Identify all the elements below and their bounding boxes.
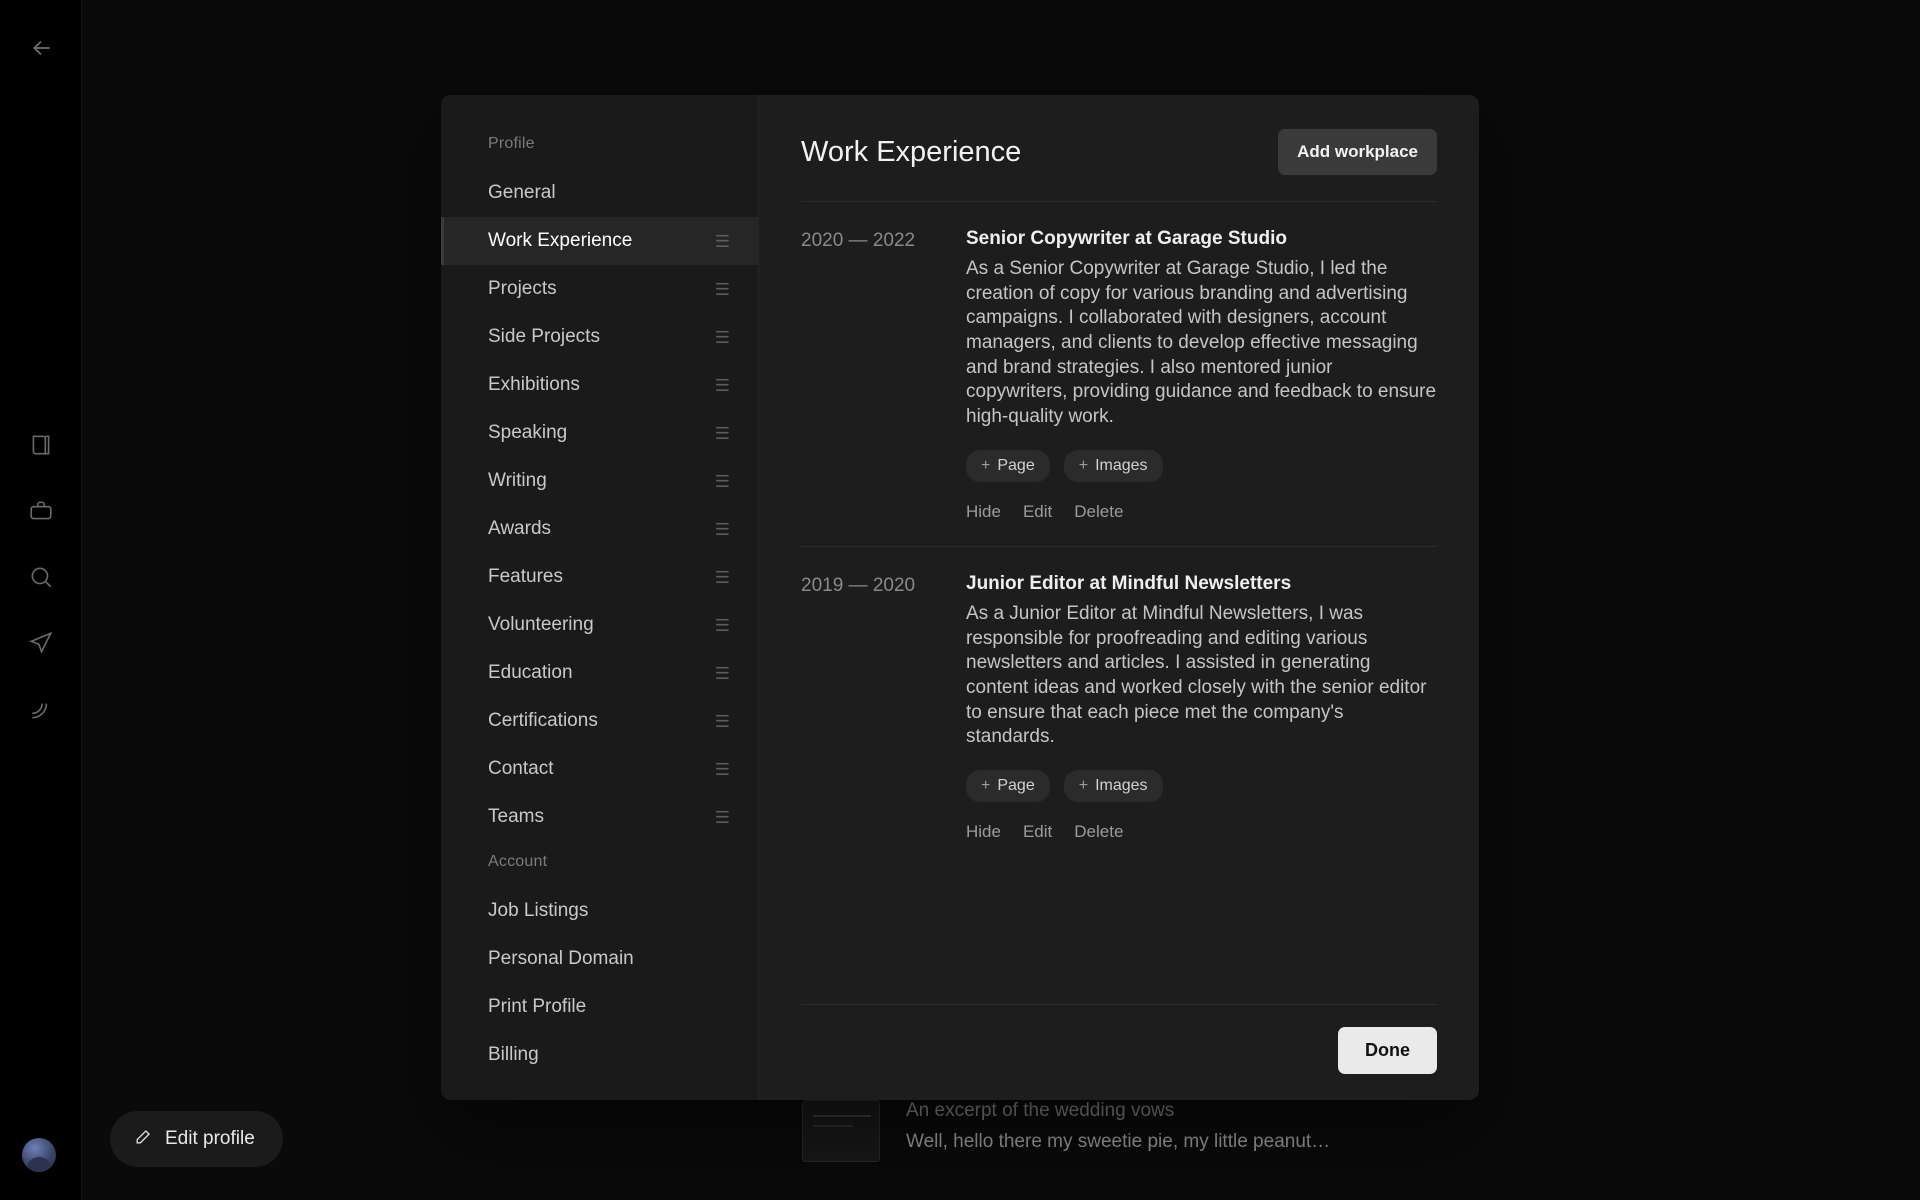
edit-profile-label: Edit profile	[165, 1128, 255, 1149]
job-actions	[966, 502, 1437, 522]
sidebar-item-label: Teams	[488, 806, 544, 827]
sidebar-item-certifications[interactable]	[441, 697, 758, 745]
sidebar-group-label-account: Account	[488, 853, 548, 870]
job-description: As a Junior Editor at Mindful Newsletters, I was responsible for proofreading and editing various newsletters and articles. I assisted in generating content ideas and worked closely with the senior editor to ensure that each piece met the company's standards.	[966, 602, 1427, 748]
modal-sidebar	[441, 95, 759, 1100]
sidebar-item-label: Job Listings	[488, 900, 589, 921]
chip-label: Page	[997, 456, 1035, 474]
drag-handle-icon[interactable]: ☰	[714, 615, 730, 635]
sidebar-item-label: Side Projects	[488, 326, 600, 347]
drag-handle-icon[interactable]: ☰	[714, 759, 730, 779]
post-excerpt: Well, hello there my sweetie pie, my little peanut…	[906, 1131, 1331, 1152]
drag-handle-icon[interactable]: ☰	[714, 231, 730, 251]
book-icon[interactable]	[26, 430, 56, 460]
chip-label: Page	[997, 776, 1035, 794]
sidebar-item-speaking[interactable]	[441, 409, 758, 457]
add-workplace-button[interactable]: Add workplace	[1278, 129, 1437, 175]
chip-label: Images	[1095, 776, 1148, 794]
drag-handle-icon[interactable]: ☰	[714, 375, 730, 395]
sidebar-item-label: Contact	[488, 758, 554, 779]
sidebar-item-label: Writing	[488, 470, 547, 491]
attachment-chips	[966, 450, 1437, 482]
drag-handle-icon[interactable]: ☰	[714, 471, 730, 491]
work-experience-item	[801, 546, 1437, 866]
plus-icon: +	[1078, 776, 1089, 794]
work-experience-list	[801, 202, 1437, 1004]
hide-button[interactable]: Hide	[966, 501, 1001, 521]
send-icon[interactable]	[26, 628, 56, 658]
attachment-chips	[966, 770, 1437, 802]
left-rail	[0, 0, 82, 1200]
sidebar-item-volunteering[interactable]	[441, 601, 758, 649]
sidebar-item-teams[interactable]	[441, 793, 758, 841]
page-title: Work Experience	[801, 135, 1022, 168]
plus-icon: +	[1078, 456, 1089, 474]
job-dates: 2020 — 2022	[801, 230, 916, 251]
job-description: As a Senior Copywriter at Garage Studio, I led the creation of copy for various branding and advertising campaigns. I collaborated with designers, account managers, and clients to develop effective messaging and brand strategies. I also mentored junior copywriters, providing guidance and feedback to ensure high-quality work.	[966, 258, 1437, 428]
sidebar-item-label: Exhibitions	[488, 374, 580, 395]
drag-handle-icon[interactable]: ☰	[714, 567, 730, 587]
sidebar-item-label: Awards	[488, 518, 552, 539]
edit-button[interactable]: Edit	[1022, 821, 1053, 841]
sidebar-group-label-profile: Profile	[488, 135, 535, 152]
panel-header	[801, 129, 1437, 202]
sidebar-item-side-projects[interactable]	[441, 313, 758, 361]
drag-handle-icon[interactable]: ☰	[714, 519, 730, 539]
drag-handle-icon[interactable]: ☰	[714, 807, 730, 827]
sidebar-item-label: Volunteering	[488, 614, 594, 635]
done-button[interactable]: Done	[1338, 1027, 1437, 1074]
drag-handle-icon[interactable]: ☰	[714, 663, 730, 683]
sidebar-item-label: General	[488, 182, 556, 203]
background-post-card	[802, 1100, 1502, 1162]
pencil-icon	[134, 1127, 153, 1152]
edit-profile-button[interactable]	[110, 1111, 283, 1167]
sidebar-item-contact[interactable]	[441, 745, 758, 793]
add-page-chip[interactable]	[966, 450, 1050, 482]
rail-icon-list	[0, 430, 82, 724]
sidebar-item-features[interactable]	[441, 553, 758, 601]
work-experience-item	[801, 202, 1437, 546]
add-images-chip[interactable]	[1064, 450, 1163, 482]
plus-icon: +	[981, 776, 991, 794]
plus-icon: +	[981, 456, 991, 474]
sidebar-item-education[interactable]	[441, 649, 758, 697]
sidebar-item-label: Projects	[488, 278, 557, 299]
sidebar-item-exhibitions[interactable]	[441, 361, 758, 409]
add-images-chip[interactable]	[1064, 770, 1163, 802]
arrow-left-icon[interactable]	[24, 30, 60, 66]
settings-modal	[441, 95, 1479, 1100]
sidebar-item-label: Work Experience	[488, 230, 633, 251]
delete-button[interactable]: Delete	[1074, 501, 1124, 521]
add-page-chip[interactable]	[966, 770, 1050, 802]
search-icon[interactable]	[26, 562, 56, 592]
chip-label: Images	[1095, 456, 1148, 474]
sidebar-item-label: Features	[488, 566, 563, 587]
sidebar-item-work-experience[interactable]	[441, 217, 758, 265]
post-subtitle: An excerpt of the wedding vows	[906, 1100, 1175, 1121]
sidebar-item-label: Billing	[488, 1044, 539, 1065]
sidebar-item-job-listings[interactable]	[441, 887, 758, 935]
hide-button[interactable]: Hide	[966, 821, 1001, 841]
sidebar-item-general[interactable]	[441, 169, 758, 217]
job-actions	[966, 822, 1437, 842]
drag-handle-icon[interactable]: ☰	[714, 279, 730, 299]
sidebar-item-label: Education	[488, 662, 573, 683]
sidebar-item-projects[interactable]	[441, 265, 758, 313]
sidebar-item-writing[interactable]	[441, 457, 758, 505]
sidebar-item-billing[interactable]	[441, 1031, 758, 1079]
document-thumbnail	[802, 1100, 880, 1162]
sidebar-item-personal-domain[interactable]	[441, 935, 758, 983]
edit-button[interactable]: Edit	[1022, 501, 1053, 521]
job-title: Senior Copywriter at Garage Studio	[966, 228, 1287, 249]
avatar[interactable]	[22, 1138, 56, 1172]
sidebar-item-label: Personal Domain	[488, 948, 634, 969]
job-dates: 2019 — 2020	[801, 574, 916, 596]
briefcase-icon[interactable]	[26, 496, 56, 526]
sidebar-item-label: Print Profile	[488, 996, 587, 1017]
drag-handle-icon[interactable]: ☰	[714, 711, 730, 731]
sidebar-item-print-profile[interactable]	[441, 983, 758, 1031]
sidebar-item-label: Speaking	[488, 422, 568, 443]
sidebar-item-label: Certifications	[488, 710, 598, 731]
delete-button[interactable]: Delete	[1074, 821, 1124, 841]
sidebar-item-awards[interactable]	[441, 505, 758, 553]
drag-handle-icon[interactable]: ☰	[714, 423, 730, 443]
drag-handle-icon[interactable]: ☰	[714, 327, 730, 347]
rss-icon[interactable]	[26, 694, 56, 724]
panel-footer	[801, 1004, 1437, 1100]
modal-main-panel	[759, 95, 1479, 1100]
job-title: Junior Editor at Mindful Newsletters	[966, 572, 1292, 594]
